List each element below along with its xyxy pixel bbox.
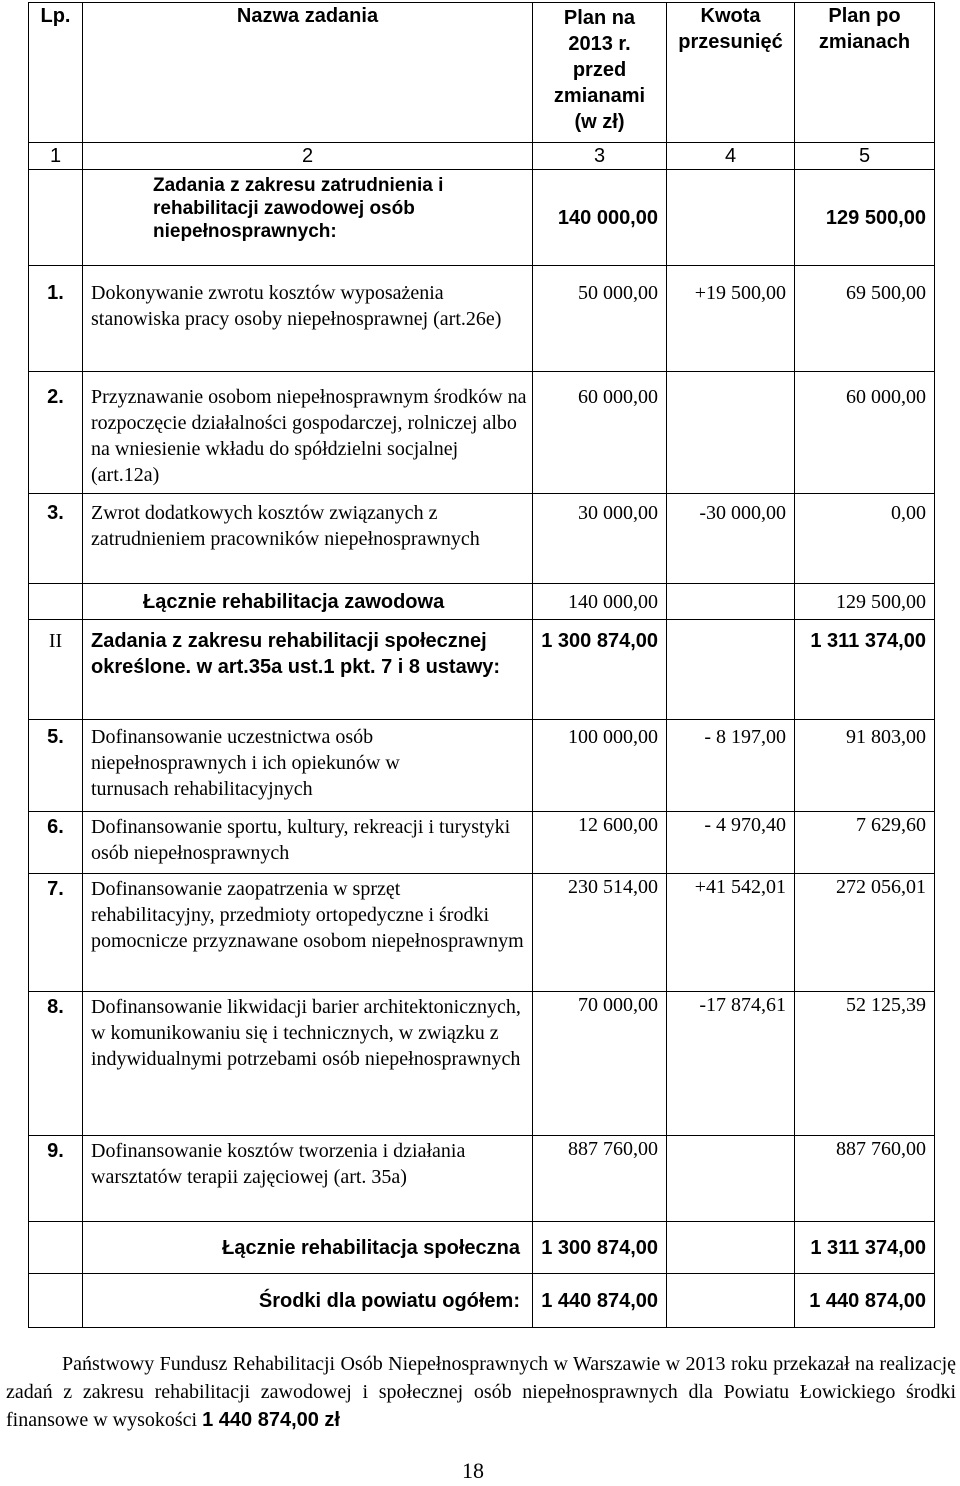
task-name: Dofinansowanie uczestnictwa osób niepełnosprawnych i ich opiekunów w turnusach rehabilitacyjnych [83,720,533,812]
task-plan-before: 70 000,00 [533,992,667,1136]
task-lp: 8. [29,992,83,1136]
grand-total-lp [29,1274,83,1328]
task-row [29,812,935,874]
task-plan-after: 7 629,60 [795,812,935,874]
column-number: 1 [29,143,83,170]
section-header-row [29,620,935,720]
task-plan-before: 12 600,00 [533,812,667,874]
section-total-row [29,584,935,620]
column-number: 4 [667,143,795,170]
header-plan-after: Plan po zmianach [795,3,935,143]
task-row [29,494,935,584]
task-plan-after: 69 500,00 [795,266,935,372]
section-total-label: Łącznie rehabilitacja zawodowa [83,584,533,620]
grand-total-after: 1 440 874,00 [795,1274,935,1328]
task-plan-after: 52 125,39 [795,992,935,1136]
task-name: Dofinansowanie sportu, kultury, rekreacji i turystyki osób niepełnosprawnych [83,812,533,874]
total-lp [29,584,83,620]
column-number: 3 [533,143,667,170]
task-name: Dofinansowanie zaopatrzenia w sprzęt rehabilitacyjny, przedmioty ortopedyczne i środki pomocnicze przyznawane osobom niepełnosprawnym [83,874,533,992]
task-plan-before: 30 000,00 [533,494,667,584]
section-lp [29,170,83,266]
section-total-label: Łącznie rehabilitacja społeczna [83,1222,533,1274]
task-lp: 1. [29,266,83,372]
section-plan-before: 140 000,00 [533,170,667,266]
column-number: 2 [83,143,533,170]
grand-total-label: Środki dla powiatu ogółem: [83,1274,533,1328]
grand-total-shift [667,1274,795,1328]
task-plan-before: 50 000,00 [533,266,667,372]
task-lp: 9. [29,1136,83,1222]
header-row [29,3,935,143]
page-number: 18 [462,1458,484,1483]
task-row [29,720,935,812]
task-plan-after: 0,00 [795,494,935,584]
task-name: Dokonywanie zwrotu kosztów wyposażenia stanowiska pracy osoby niepełnosprawnej (art.26e) [83,266,533,372]
section-total-shift [667,584,795,620]
task-plan-before: 60 000,00 [533,372,667,494]
section-total-after: 1 311 374,00 [795,1222,935,1274]
task-lp: 3. [29,494,83,584]
header-lp: Lp. [29,3,83,143]
task-lp: 2. [29,372,83,494]
section-plan-after: 1 311 374,00 [795,620,935,720]
task-name: Zwrot dodatkowych kosztów związanych z zatrudnieniem pracowników niepełnosprawnych [83,494,533,584]
task-plan-after: 272 056,01 [795,874,935,992]
task-name: Dofinansowanie likwidacji barier architektonicznych, w komunikowaniu się i technicznych, w związku z indywidualnymi potrzebami osób niepełnosprawnych [83,992,533,1136]
summary-text: Państwowy Fundusz Rehabilitacji Osób Niepełnosprawnych w Warszawie w 2013 roku przekazał na realizację zadań z zakresu rehabilitacji zawodowej i społecznej osób niepełnosprawnych dla Powiatu Łowickiego środki finansowe w wysokości [6,1353,956,1431]
section-total-shift [667,1222,795,1274]
task-shift: +19 500,00 [667,266,795,372]
grand-total-before: 1 440 874,00 [533,1274,667,1328]
section-total-after: 129 500,00 [795,584,935,620]
budget-table [28,2,935,1328]
section-plan-before: 1 300 874,00 [533,620,667,720]
header-plan-before: Plan na 2013 r. przed zmianami (w zł) [533,3,667,143]
header-shift: Kwota przesunięć [667,3,795,143]
section-shift [667,620,795,720]
section-title: Zadania z zakresu zatrudnienia i rehabilitacji zawodowej osób niepełnosprawnych: [83,170,533,266]
section-total-row [29,1222,935,1274]
task-shift [667,372,795,494]
task-shift: -17 874,61 [667,992,795,1136]
section-total-before: 140 000,00 [533,584,667,620]
section-title: Zadania z zakresu rehabilitacji społecznej określone. w art.35a ust.1 pkt. 7 i 8 ustawy: [83,620,533,720]
task-plan-after: 60 000,00 [795,372,935,494]
task-plan-before: 100 000,00 [533,720,667,812]
task-shift: - 4 970,40 [667,812,795,874]
section-total-before: 1 300 874,00 [533,1222,667,1274]
task-plan-after: 91 803,00 [795,720,935,812]
task-row [29,372,935,494]
task-row [29,266,935,372]
task-plan-before: 887 760,00 [533,1136,667,1222]
task-plan-before: 230 514,00 [533,874,667,992]
total-lp [29,1222,83,1274]
task-row [29,874,935,992]
column-number-row [29,143,935,170]
section-shift [667,170,795,266]
task-lp: 7. [29,874,83,992]
task-shift: +41 542,01 [667,874,795,992]
task-shift: - 8 197,00 [667,720,795,812]
task-row [29,1136,935,1222]
task-row [29,992,935,1136]
task-plan-after: 887 760,00 [795,1136,935,1222]
summary-paragraph [6,1350,956,1434]
summary-amount: 1 440 874,00 zł [202,1409,340,1431]
task-lp: 5. [29,720,83,812]
column-number: 5 [795,143,935,170]
task-shift: -30 000,00 [667,494,795,584]
task-shift [667,1136,795,1222]
task-name: Przyznawanie osobom niepełnosprawnym środków na rozpoczęcie działalności gospodarczej, rolniczej albo na wniesienie wkładu do spółdzielni socjalnej (art.12a) [83,372,533,494]
section-plan-after: 129 500,00 [795,170,935,266]
task-lp: 6. [29,812,83,874]
grand-total-row [29,1274,935,1328]
section-lp: II [29,620,83,720]
section-header-row [29,170,935,266]
header-name: Nazwa zadania [83,3,533,143]
task-name: Dofinansowanie kosztów tworzenia i działania warsztatów terapii zajęciowej (art. 35a) [83,1136,533,1222]
